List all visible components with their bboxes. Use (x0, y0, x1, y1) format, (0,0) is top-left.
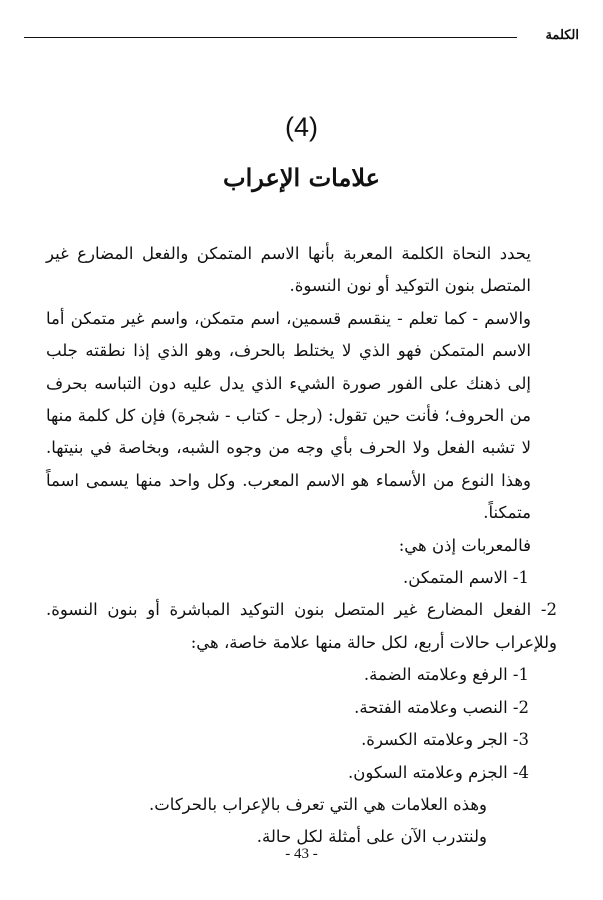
paragraph-2: والاسم - كما تعلم - ينقسم قسمين، اسم متمكن، واسم غير متمكن أما الاسم المتمكن فهو الذي لا يختلط بالحرف، وهو الذي إذا نطقته جلب إلى ذهنك على الفور صورة الشيء الذي يدل عليه دون التباسه بحرف من الحروف؛ فأنت حين تقول: (رجل - كتاب - شجرة) فإن كل كلمة منها لا تشبه الفعل ولا الحرف بأي وجه من وجوه الشبه، وبخاصة في بنيتها. وهذا النوع من الأسماء هو الاسم المعرب. وكل واحد منها يسمى اسماً متمكناً. (46, 308, 531, 523)
page-number: - 43 - (285, 846, 318, 862)
paragraph-3: فالمعربات إذن هي: (398, 535, 531, 555)
section-title: علامات الإعراب (223, 163, 380, 192)
sublist-item-1: 1- الرفع وعلامته الضمة. (363, 665, 529, 685)
closing-line-2: ولنتدرب الآن على أمثلة لكل حالة. (256, 827, 487, 847)
header-title: الكلمة (545, 28, 579, 43)
paragraph-1: يحدد النحاة الكلمة المعربة بأنها الاسم المتمكن والفعل المضارع غير المتصل بنون التوكيد أو نون النسوة. (46, 244, 531, 296)
chapter-number: (4) (285, 112, 318, 142)
list-item-1: 1- الاسم المتمكن. (403, 568, 529, 588)
list-item-2: 2- الفعل المضارع غير المتصل بنون التوكيد المباشرة أو بنون النسوة. وللإعراب حالات أربع، لكل حالة منها علامة خاصة، هي: (46, 600, 557, 652)
running-header (24, 28, 579, 44)
sublist-item-2: 2- النصب وعلامته الفتحة. (354, 697, 529, 717)
header-rule (24, 37, 517, 38)
sublist-item-3: 3- الجر وعلامته الكسرة. (361, 730, 529, 750)
closing-line-1: وهذه العلامات هي التي تعرف بالإعراب بالحركات. (149, 794, 487, 814)
body-text (46, 238, 557, 854)
sublist-item-4: 4- الجزم وعلامته السكون. (347, 762, 529, 782)
